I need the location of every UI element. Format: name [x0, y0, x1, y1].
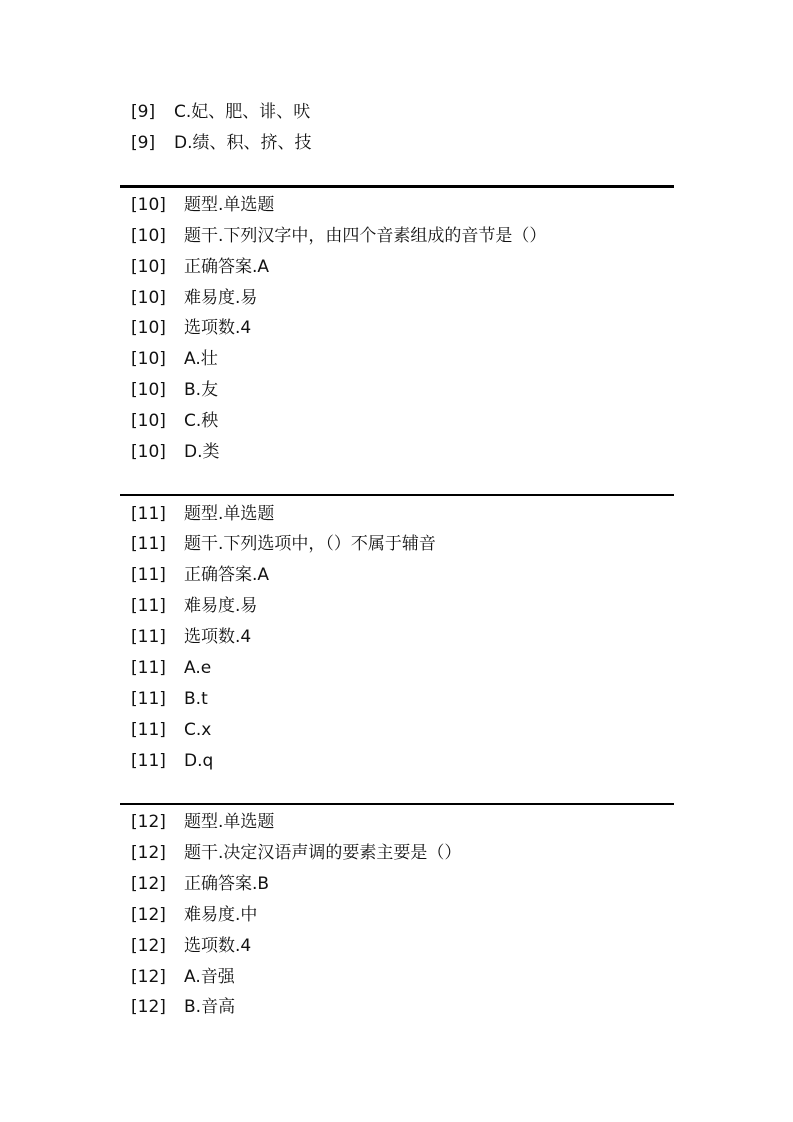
line-number: [11]: [131, 565, 166, 585]
line-text: 选项数.4: [184, 627, 252, 647]
question-stem: [131, 841, 462, 865]
line-text: D.绩、积、挤、技: [174, 133, 312, 153]
q9-option-c: [131, 100, 311, 124]
line-number: [10]: [131, 380, 166, 400]
line-text: C.x: [184, 720, 212, 740]
line-text: A.e: [184, 658, 212, 678]
difficulty: [131, 594, 258, 618]
line-text: C.秧: [184, 411, 219, 431]
line-text: 正确答案.B: [184, 874, 270, 894]
line-text: 难易度.易: [184, 288, 258, 308]
line-text: D.类: [184, 442, 220, 462]
question-type: [131, 502, 275, 526]
line-number: [12]: [131, 997, 166, 1017]
divider-rule: [120, 803, 674, 805]
line-text: A.音强: [184, 967, 235, 987]
line-number: [10]: [131, 411, 166, 431]
line-text: 题型.单选题: [184, 812, 275, 832]
line-number: [11]: [131, 504, 166, 524]
option-b: [131, 995, 236, 1019]
line-number: [11]: [131, 689, 166, 709]
line-text: B.t: [184, 689, 208, 709]
question-type: [131, 193, 275, 217]
line-text: 选项数.4: [184, 936, 252, 956]
line-text: 题型.单选题: [184, 504, 275, 524]
option-d: [131, 749, 214, 773]
option-a: [131, 965, 235, 989]
line-number: [10]: [131, 195, 166, 215]
line-text: 难易度.中: [184, 905, 258, 925]
question-stem: [131, 224, 547, 248]
line-number: [11]: [131, 596, 166, 616]
line-number: [10]: [131, 349, 166, 369]
line-text: 难易度.易: [184, 596, 258, 616]
line-text: B.友: [184, 380, 219, 400]
line-number: [10]: [131, 442, 166, 462]
line-number: [12]: [131, 967, 166, 987]
option-c: [131, 718, 212, 742]
difficulty: [131, 286, 258, 310]
line-text: 题干.下列选项中，（）不属于辅音: [184, 534, 436, 554]
line-number: [11]: [131, 751, 166, 771]
option-count: [131, 934, 252, 958]
option-a: [131, 656, 212, 680]
line-text: 正确答案.A: [184, 565, 270, 585]
line-text: D.q: [184, 751, 214, 771]
line-number: [12]: [131, 812, 166, 832]
option-count: [131, 625, 252, 649]
line-text: 题干.决定汉语声调的要素主要是（）: [184, 843, 462, 863]
line-number: [10]: [131, 318, 166, 338]
line-number: [10]: [131, 226, 166, 246]
line-text: 正确答案.A: [184, 257, 270, 277]
divider-rule: [120, 185, 674, 188]
difficulty: [131, 903, 258, 927]
line-number: [12]: [131, 936, 166, 956]
line-number: [11]: [131, 627, 166, 647]
line-number: [12]: [131, 905, 166, 925]
line-number: [10]: [131, 288, 166, 308]
question-type: [131, 810, 275, 834]
option-d: [131, 440, 220, 464]
line-number: [9]: [131, 133, 156, 153]
line-number: [11]: [131, 534, 166, 554]
correct-answer: [131, 872, 270, 896]
line-text: C.妃、肥、诽、吠: [174, 102, 311, 122]
line-number: [11]: [131, 658, 166, 678]
line-text: 题干.下列汉字中，由四个音素组成的音节是（）: [184, 226, 547, 246]
line-number: [10]: [131, 257, 166, 277]
option-b: [131, 687, 208, 711]
correct-answer: [131, 255, 270, 279]
option-b: [131, 378, 219, 402]
line-text: 选项数.4: [184, 318, 252, 338]
line-number: [12]: [131, 874, 166, 894]
line-number: [11]: [131, 720, 166, 740]
line-number: [9]: [131, 102, 156, 122]
line-text: 题型.单选题: [184, 195, 275, 215]
question-stem: [131, 532, 436, 556]
option-c: [131, 409, 219, 433]
option-a: [131, 347, 218, 371]
divider-rule: [120, 494, 674, 496]
line-text: A.壮: [184, 349, 218, 369]
q9-option-d: [131, 131, 312, 155]
correct-answer: [131, 563, 270, 587]
line-number: [12]: [131, 843, 166, 863]
option-count: [131, 316, 252, 340]
line-text: B.音高: [184, 997, 236, 1017]
